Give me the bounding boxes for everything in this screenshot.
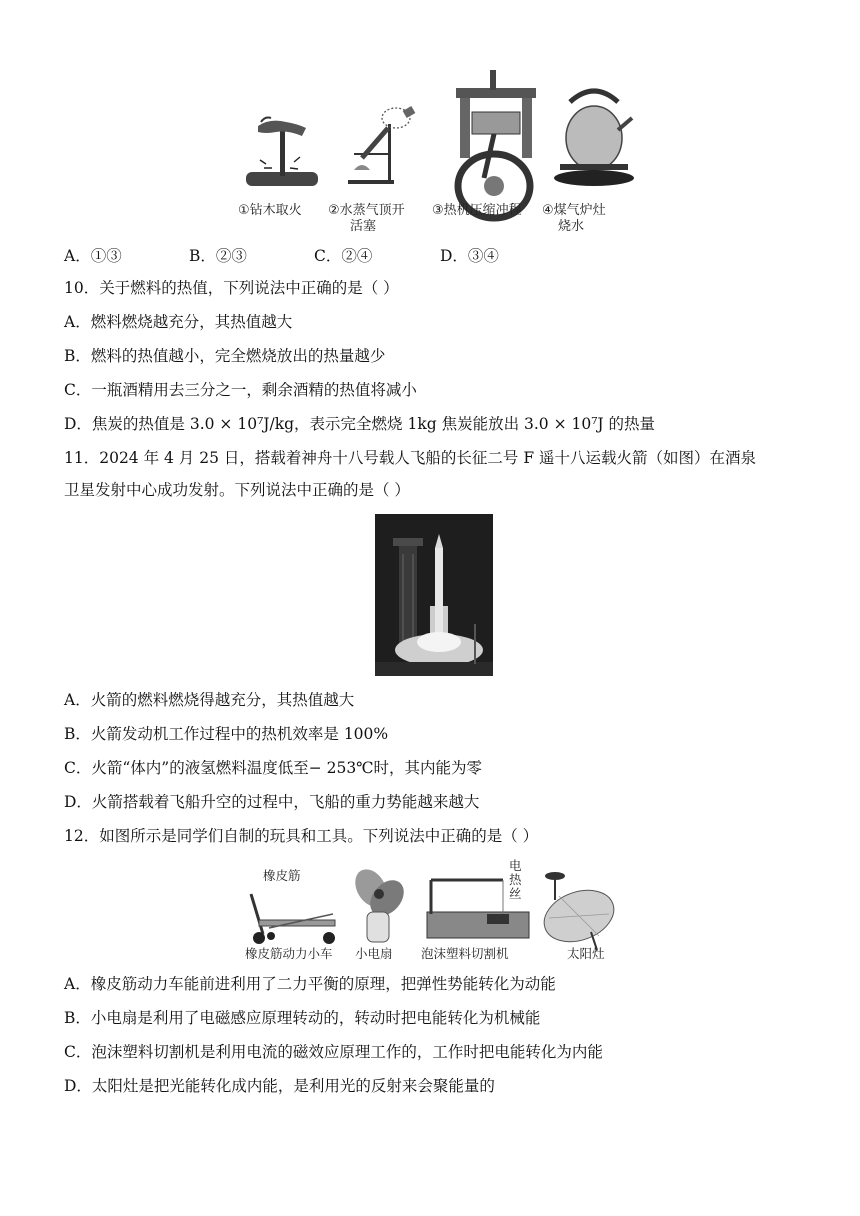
q10-option-d: D．焦炭的热值是 3.0 × 10⁷J/kg，表示完全燃烧 1kg 焦炭能放出 3.0 × 10⁷J 的热量 bbox=[64, 415, 656, 433]
q11-option-d: D．火箭搭载着飞船升空的过程中，飞船的重力势能越来越大 bbox=[64, 793, 480, 811]
q12-option-a: A．橡皮筋动力车能前进利用了二力平衡的原理，把弹性势能转化为动能 bbox=[64, 975, 556, 993]
rocket-launch-photo bbox=[375, 514, 493, 676]
q11-stem-line1: 11．2024 年 4 月 25 日，搭载着神舟十八号载人飞船的长征二号 F 遥十八运载火箭（如图）在酒泉 bbox=[64, 449, 757, 467]
q9-option-c: C．②④ bbox=[314, 247, 373, 265]
q11-option-b: B．火箭发动机工作过程中的热机效率是 100% bbox=[64, 725, 389, 743]
q10-option-c: C．一瓶酒精用去三分之一，剩余酒精的热值将减小 bbox=[64, 381, 417, 399]
kettle-stove-illustration bbox=[554, 91, 634, 186]
caption-steam-a: ②水蒸气顶开 bbox=[328, 203, 405, 218]
steam-apparatus-illustration bbox=[348, 106, 415, 184]
q12-figure bbox=[241, 858, 623, 962]
label-rubber-band: 橡皮筋 bbox=[263, 868, 301, 883]
engine-cylinder-illustration bbox=[456, 70, 536, 218]
q11-option-c: C．火箭“体内”的液氢燃料温度低至− 253℃时，其内能为零 bbox=[64, 759, 483, 777]
caption-kettle-a: ④煤气炉灶 bbox=[542, 203, 606, 218]
q10-option-b: B．燃料的热值越小，完全燃烧放出的热量越少 bbox=[64, 347, 386, 365]
q9-option-b: B．②③ bbox=[189, 247, 247, 265]
q9-option-d: D．③④ bbox=[440, 247, 499, 265]
caption-drill-wood: ①钻木取火 bbox=[238, 203, 302, 218]
q12-option-c: C．泡沫塑料切割机是利用电流的磁效应原理工作的，工作时把电能转化为内能 bbox=[64, 1043, 603, 1061]
label-fan: 小电扇 bbox=[355, 946, 393, 961]
label-hot-wire-2: 热 bbox=[509, 872, 522, 887]
caption-steam-b: 活塞 bbox=[350, 219, 377, 234]
q12-option-d: D．太阳灶是把光能转化成内能，是利用光的反射来会聚能量的 bbox=[64, 1077, 495, 1095]
q9-figure bbox=[236, 68, 636, 236]
drill-wood-illustration bbox=[246, 118, 318, 187]
label-car: 橡皮筋动力小车 bbox=[245, 946, 333, 961]
label-hot-wire-3: 丝 bbox=[509, 886, 522, 901]
q10-stem: 10．关于燃料的热值，下列说法中正确的是（ ） bbox=[64, 279, 399, 297]
q11-option-a: A．火箭的燃料燃烧得越充分，其热值越大 bbox=[64, 691, 355, 709]
caption-kettle-b: 烧水 bbox=[558, 219, 585, 234]
label-solar-cooker: 太阳灶 bbox=[567, 946, 605, 961]
label-hot-wire-1: 电 bbox=[509, 858, 522, 873]
q9-option-a: A．①③ bbox=[64, 247, 122, 265]
q12-option-b: B．小电扇是利用了电磁感应原理转动的，转动时把电能转化为机械能 bbox=[64, 1009, 541, 1027]
caption-engine: ③热机压缩冲程 bbox=[432, 203, 522, 218]
q10-option-a: A．燃料燃烧越充分，其热值越大 bbox=[64, 313, 293, 331]
q11-stem-line2: 卫星发射中心成功发射。下列说法中正确的是（ ） bbox=[64, 481, 410, 499]
label-foam-cutter: 泡沫塑料切割机 bbox=[421, 946, 509, 961]
q12-stem: 12．如图所示是同学们自制的玩具和工具。下列说法中正确的是（ ） bbox=[64, 827, 539, 845]
